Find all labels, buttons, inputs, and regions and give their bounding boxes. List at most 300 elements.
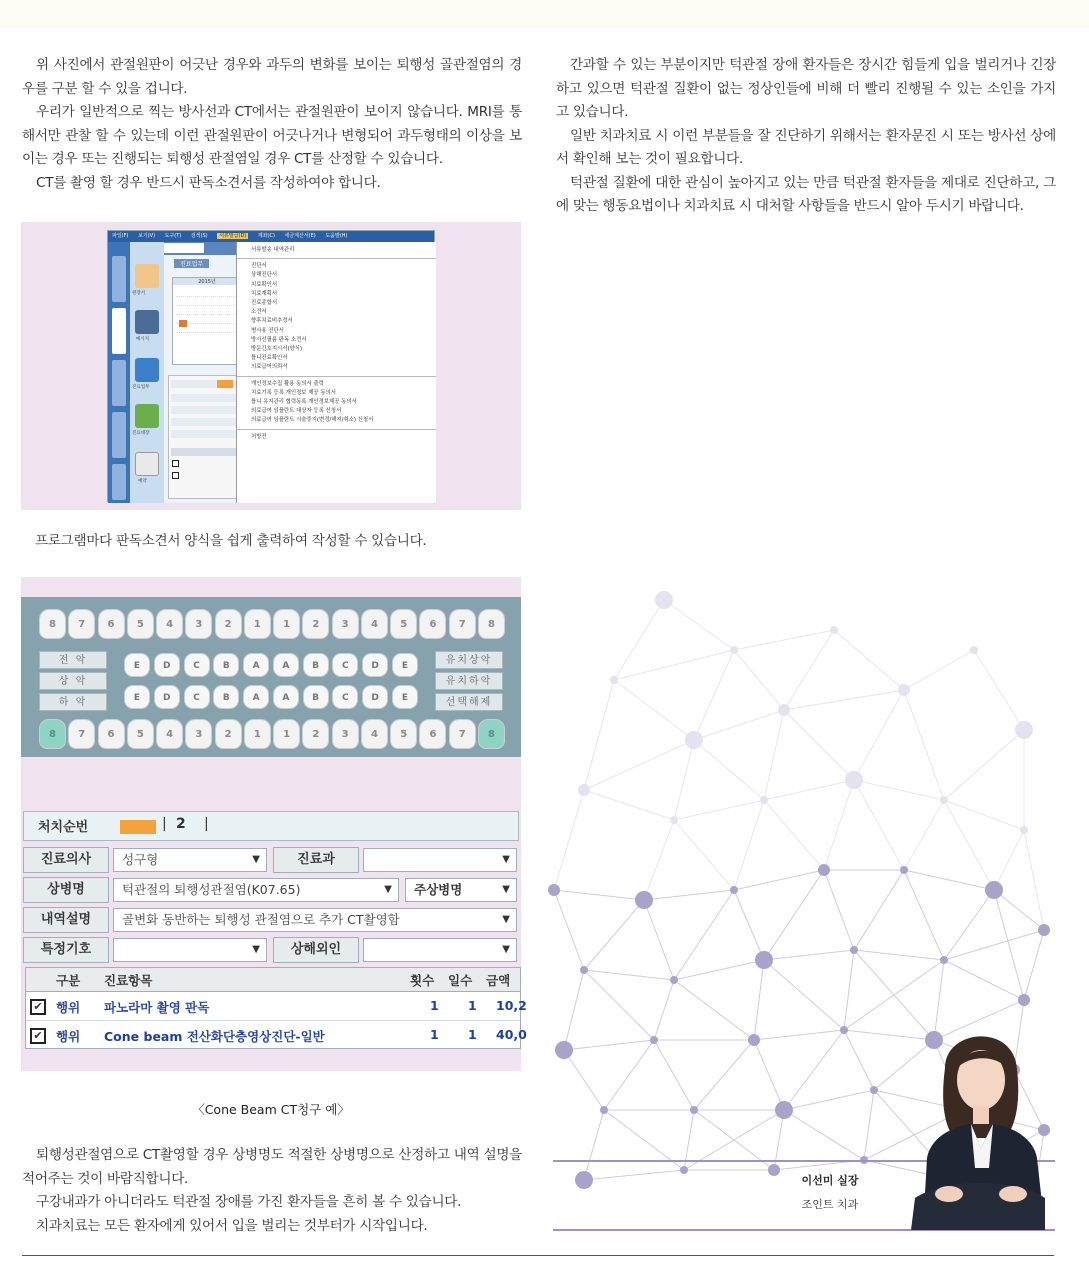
tooth[interactable]: C	[332, 685, 358, 709]
menu-item[interactable]: 방사선필름 판독 소견서	[251, 336, 307, 343]
program-body	[164, 255, 244, 503]
menu-item[interactable]: 서류발송 내역관리	[251, 247, 295, 253]
upper-arch-button[interactable]: 상 악	[39, 672, 107, 690]
menu-item[interactable]: 개인정보수집 활용 동의서 출력	[251, 380, 324, 387]
menu-help[interactable]: 도움말(H)	[325, 233, 348, 239]
tooth[interactable]: 2	[302, 719, 329, 749]
paragraph: CT를 촬영 할 경우 반드시 판독소견서를 작성하여야 합니다.	[36, 174, 381, 191]
tooth[interactable]: 8	[39, 719, 66, 749]
paragraph: 위 사진에서 관절원판이 어긋난 경우와 과두의 변화를 보이는 퇴행성 골관절염의 경우를 구분 할 수 있을 겁니다.	[22, 57, 522, 97]
network-link	[854, 950, 944, 960]
sidebar-label: 원장서	[132, 291, 146, 296]
network-link	[764, 870, 824, 960]
dept-label: 진료과	[273, 847, 359, 873]
network-link	[674, 740, 694, 820]
network-link	[904, 870, 994, 890]
calendar-week-row	[176, 288, 238, 297]
tooth[interactable]: D	[154, 685, 180, 709]
today-marker	[179, 320, 187, 327]
network-link	[784, 1110, 864, 1160]
menu-documents[interactable]: 서류발급(D)	[219, 233, 247, 239]
menu-tools[interactable]: 도구(T)	[164, 233, 182, 239]
row-count: 1	[430, 1027, 439, 1042]
tooth[interactable]: E	[124, 653, 150, 677]
network-link	[904, 690, 944, 800]
menu-divider	[237, 429, 436, 430]
tooth[interactable]: 6	[98, 719, 125, 749]
network-link	[674, 890, 734, 980]
network-link	[944, 890, 994, 960]
menu-item[interactable]: 의료급여 임플란트 대상자 등록 신청서	[251, 408, 342, 415]
tooth[interactable]: D	[154, 653, 180, 677]
order-divider: |	[162, 816, 167, 832]
calendar-icon[interactable]	[135, 452, 159, 476]
menu-item[interactable]: 치료계획서	[251, 290, 278, 297]
checkbox-checked-icon[interactable]: ✔	[30, 1028, 46, 1044]
network-node	[778, 704, 790, 716]
diagnosis-label: 상병명	[23, 877, 109, 903]
network-link	[854, 780, 944, 800]
network-node	[578, 784, 590, 796]
col-days: 일수	[448, 973, 473, 988]
network-link	[994, 830, 1024, 890]
dept-select[interactable]	[363, 848, 517, 872]
tooth[interactable]: E	[392, 653, 418, 677]
sidebar-label: 예약	[138, 479, 147, 484]
network-link	[644, 820, 674, 900]
diagnosis-value: 턱관절의 퇴행성관절염(K07.65)	[122, 882, 301, 897]
description-value: 골변화 동반하는 퇴행성 관절염으로 추가 CT촬영함	[122, 912, 400, 927]
tooth[interactable]: D	[362, 685, 388, 709]
network-node	[850, 946, 858, 954]
monitor-icon[interactable]	[135, 310, 159, 334]
network-link	[734, 870, 824, 890]
menu-divider	[237, 376, 436, 377]
paragraph: 우리가 일반적으로 찍는 방사선과 CT에서는 관절원판이 보이지 않습니다. MRI를 통해서만 관찰 할 수 있는데 이런 관절원판이 어긋나거나 변형되어 과두형태의 이상을 보이는 경우 또는 진행되는 퇴행성 관절염일 경우 CT를 산정할 수 있습니다.	[22, 104, 522, 167]
tooth[interactable]: E	[124, 685, 150, 709]
table-row[interactable]	[26, 993, 527, 1021]
special-code-select[interactable]	[113, 938, 267, 962]
network-node	[845, 771, 863, 789]
paragraph: 치과치료는 모든 환자에게 있어서 입을 벌리는 것부터가 시작입니다.	[36, 1217, 428, 1234]
program-screenshot-caption: 프로그램마다 판독소견서 양식을 쉽게 출력하여 작성할 수 있습니다.	[35, 533, 427, 549]
col-item: 진료항목	[104, 973, 153, 988]
network-link	[734, 890, 764, 960]
network-link	[604, 1040, 654, 1110]
tooth[interactable]: 5	[127, 609, 154, 639]
network-link	[584, 740, 694, 790]
program-menubar	[108, 231, 434, 242]
menu-account[interactable]: 계좌(C)	[257, 233, 275, 239]
network-link	[944, 930, 1044, 960]
network-link	[734, 630, 834, 650]
tooth[interactable]: 5	[127, 719, 154, 749]
mini-calendar[interactable]	[172, 277, 242, 365]
checkbox-icon[interactable]	[172, 472, 179, 479]
calendar-month: 2015년	[173, 278, 241, 285]
network-node	[685, 731, 703, 749]
treatment-panel	[168, 375, 242, 499]
menu-item[interactable]: 소견서	[251, 309, 267, 316]
menu-item[interactable]: 의료급여의뢰서	[251, 364, 288, 371]
network-link	[944, 730, 1024, 800]
doctor-label: 진료의사	[23, 847, 109, 873]
network-node	[818, 864, 830, 876]
menu-item[interactable]: 처방전	[251, 433, 267, 440]
network-link	[764, 710, 784, 800]
network-link	[784, 630, 834, 710]
calendar-week-row	[176, 306, 238, 315]
tooth[interactable]: B	[213, 685, 239, 709]
col-amount: 금액	[486, 973, 511, 988]
tooth[interactable]: C	[332, 653, 358, 677]
network-link	[994, 890, 1024, 1000]
network-link	[784, 690, 904, 710]
network-node	[900, 866, 908, 874]
network-link	[824, 780, 854, 870]
teeth-chart-panel	[21, 597, 521, 757]
chevron-down-icon[interactable]: ▼	[502, 884, 510, 895]
network-link	[664, 600, 734, 650]
sidebar-label: 진료대장	[132, 431, 150, 436]
network-link	[734, 800, 764, 890]
menu-item[interactable]: 치료확인서	[251, 281, 278, 288]
network-link	[844, 950, 854, 1030]
tooth[interactable]: 6	[419, 719, 446, 749]
network-link	[854, 870, 904, 950]
tooth[interactable]: 2	[215, 609, 242, 639]
row-type: 행위	[56, 1029, 81, 1044]
menu-view[interactable]: 보기(V)	[138, 233, 156, 239]
menu-item[interactable]: 상해진단서	[251, 272, 278, 279]
tooth[interactable]: 7	[68, 609, 95, 639]
network-node	[940, 956, 948, 964]
tooth[interactable]: 8	[478, 719, 505, 749]
network-node	[870, 1086, 878, 1094]
chevron-down-icon[interactable]: ▼	[502, 944, 510, 955]
cone-beam-claim-screenshot	[21, 577, 527, 1071]
claim-form	[21, 807, 527, 1047]
network-link	[834, 630, 904, 690]
tooth[interactable]: E	[392, 685, 418, 709]
tooth[interactable]: 4	[156, 719, 183, 749]
cone-beam-caption: 〈Cone Beam CT청구 예〉	[192, 1102, 350, 1117]
network-link	[584, 970, 674, 980]
program-vertical-tabs[interactable]	[108, 242, 130, 503]
network-node	[670, 816, 678, 824]
tooth[interactable]: B	[213, 653, 239, 677]
network-link	[764, 780, 854, 800]
network-link	[614, 680, 694, 740]
network-node	[655, 591, 673, 609]
network-link	[554, 890, 644, 900]
tooth[interactable]: 6	[419, 609, 446, 639]
order-tab-active[interactable]: 1	[120, 820, 156, 834]
paragraph: 간과할 수 있는 부분이지만 턱관절 장애 환자들은 장시간 힘들게 입을 벌리거나 긴장하고 있으면 턱관절 질환이 없는 정상인들에 비해 더 빨리 진행될 수 있는 소인을 가지고 있습니다.	[556, 57, 1056, 120]
row-item: 파노라마 촬영 판독	[104, 1000, 210, 1015]
menu-file[interactable]: 파일(F)	[112, 233, 129, 239]
author-name: 이선미 실장	[801, 1174, 859, 1187]
tooth[interactable]: A	[273, 685, 299, 709]
tooth[interactable]: C	[184, 685, 210, 709]
paragraph: 턱관절 질환에 대한 관심이 높아지고 있는 만큼 턱관절 환자들을 제대로 진단하고, 그에 맞는 행동요법이나 치과치료 시 대처할 사항들을 반드시 알아 두시기 바랍니다.	[556, 174, 1056, 214]
notebook-icon[interactable]	[135, 404, 159, 428]
network-node	[680, 1166, 688, 1174]
injury-cause-select[interactable]	[363, 938, 517, 962]
tooth[interactable]: 6	[98, 609, 125, 639]
order-divider: |	[204, 816, 209, 832]
network-link	[754, 960, 764, 1040]
tooth[interactable]: 4	[361, 719, 388, 749]
network-node	[635, 891, 653, 909]
left-column-conclusion	[22, 1144, 522, 1238]
network-link	[564, 1040, 654, 1050]
tooth[interactable]: 1	[273, 609, 300, 639]
tooth[interactable]: 1	[244, 719, 271, 749]
main-diagnosis-select[interactable]	[405, 878, 517, 902]
tooth[interactable]: 3	[185, 609, 212, 639]
network-link	[614, 650, 734, 680]
tooth[interactable]: 1	[273, 719, 300, 749]
tooth[interactable]: 7	[449, 719, 476, 749]
left-column-intro	[22, 54, 522, 195]
tooth[interactable]: C	[184, 653, 210, 677]
program-icon-bar	[130, 242, 164, 503]
network-link	[904, 870, 944, 960]
network-node	[1038, 924, 1050, 936]
menu-item[interactable]: 진단서	[251, 263, 267, 270]
network-link	[904, 800, 944, 870]
diagnosis-select[interactable]	[113, 878, 399, 902]
network-link	[994, 890, 1044, 930]
milk-upper-button[interactable]: 유치상악	[435, 651, 503, 669]
tooth[interactable]: 4	[156, 609, 183, 639]
network-node	[600, 1106, 608, 1114]
menu-item[interactable]: 틀니 유지관리 협력동록 개인정보제공 동의서	[251, 399, 357, 406]
col-type: 구분	[56, 973, 81, 988]
network-node	[1020, 826, 1028, 834]
tooth[interactable]: 5	[390, 719, 417, 749]
milk-lower-button[interactable]: 유치하악	[435, 672, 503, 690]
network-link	[644, 900, 674, 980]
description-select[interactable]	[113, 908, 517, 932]
special-code-label: 특정기호	[23, 937, 109, 963]
network-link	[754, 1030, 844, 1040]
page-bottom-rule	[22, 1255, 1054, 1256]
program-screenshot	[21, 222, 521, 510]
tooth[interactable]: A	[243, 653, 269, 677]
chevron-down-icon[interactable]: ▼	[384, 884, 392, 895]
tooth[interactable]: 3	[185, 719, 212, 749]
network-link	[754, 1040, 784, 1110]
chevron-down-icon[interactable]: ▼	[502, 914, 510, 925]
tooth[interactable]: 8	[478, 609, 505, 639]
menu-tax[interactable]: 세금계산서(E)	[284, 233, 316, 239]
network-node	[610, 676, 618, 684]
treatment-items-table	[25, 967, 527, 1049]
menu-item[interactable]: 진료종합서	[251, 300, 278, 307]
tooth[interactable]: D	[362, 653, 388, 677]
network-link	[764, 800, 824, 870]
network-node	[730, 886, 738, 894]
network-link	[764, 950, 854, 960]
author-photo	[905, 1008, 1050, 1230]
table-header	[26, 968, 520, 992]
network-link	[1024, 930, 1044, 1000]
tooth[interactable]: 5	[390, 609, 417, 639]
network-link	[784, 1030, 844, 1110]
tooth[interactable]: A	[273, 653, 299, 677]
network-node	[775, 1101, 793, 1119]
row-amount: 40,0	[496, 1027, 527, 1042]
table-row[interactable]	[26, 1022, 527, 1050]
network-link	[784, 1090, 874, 1110]
network-link	[944, 960, 1024, 1000]
menu-divider	[237, 258, 436, 259]
network-link	[844, 1030, 874, 1090]
description-label: 내역설명	[23, 907, 109, 933]
row-days: 1	[468, 998, 477, 1013]
network-link	[584, 970, 654, 1040]
menu-item[interactable]: 치료기록 등록 개인정보 제공 동의서	[251, 389, 336, 396]
chevron-down-icon[interactable]: ▼	[502, 854, 510, 865]
row-count: 1	[430, 998, 439, 1013]
tooth[interactable]: 7	[449, 609, 476, 639]
network-node	[830, 626, 838, 634]
network-node	[690, 1106, 698, 1114]
network-node	[755, 951, 773, 969]
paragraph: 퇴행성관절염으로 CT촬영할 경우 상병명도 적절한 상병명으로 산정하고 내역 설명을 적어주는 것이 바람직합니다.	[22, 1147, 522, 1187]
network-node	[748, 1034, 760, 1046]
treatment-order-bar	[23, 811, 519, 841]
deselect-button[interactable]: 선택해제	[435, 693, 503, 711]
tooth[interactable]: A	[243, 685, 269, 709]
doctor-select[interactable]	[113, 848, 267, 872]
checkbox-icon[interactable]	[172, 460, 179, 467]
network-link	[584, 900, 644, 970]
row-days: 1	[468, 1027, 477, 1042]
network-node	[1015, 721, 1033, 739]
program-window	[107, 230, 435, 502]
main-diagnosis-value: 주상병명	[414, 882, 463, 897]
tooth[interactable]: B	[303, 685, 329, 709]
network-link	[694, 710, 784, 740]
network-node	[670, 976, 678, 984]
network-link	[654, 1040, 694, 1110]
network-link	[974, 650, 1024, 730]
order-tab-2[interactable]: 2	[176, 816, 186, 832]
person-icon[interactable]	[135, 264, 159, 288]
documents-dropdown-menu[interactable]	[236, 242, 436, 503]
tooth[interactable]: B	[303, 653, 329, 677]
tooth[interactable]: 3	[332, 719, 359, 749]
tooth[interactable]: 4	[361, 609, 388, 639]
tooth[interactable]: 8	[39, 609, 66, 639]
network-node	[555, 1041, 573, 1059]
right-column-text	[556, 54, 1056, 219]
network-link	[564, 1050, 604, 1110]
doctor-icon[interactable]	[135, 358, 159, 382]
row-type: 행위	[56, 1000, 81, 1015]
network-node	[940, 796, 948, 804]
injury-cause-label: 상해외인	[273, 937, 359, 963]
network-link	[694, 1040, 754, 1110]
network-node	[548, 884, 560, 896]
sidebar-label: 진료업무	[132, 385, 150, 390]
full-arch-button[interactable]: 전 악	[39, 651, 107, 669]
lower-permanent-teeth	[39, 719, 505, 749]
sidebar-label: 메시지	[136, 337, 150, 342]
tooth[interactable]: 3	[332, 609, 359, 639]
menu-item[interactable]: 병사용 진단서	[251, 327, 284, 334]
lower-arch-button[interactable]: 하 악	[39, 693, 107, 711]
tooth[interactable]: 7	[68, 719, 95, 749]
calendar-week-row	[176, 297, 238, 306]
network-link	[734, 650, 784, 710]
network-link	[864, 1090, 874, 1160]
section-label: 진료업무	[174, 259, 209, 268]
network-link	[784, 710, 854, 780]
menu-item[interactable]: 향후치료비추정서	[251, 318, 293, 325]
network-link	[944, 800, 1024, 830]
network-node	[575, 1171, 593, 1189]
network-node	[760, 796, 768, 804]
network-link	[584, 1170, 684, 1180]
network-link	[554, 890, 584, 970]
network-link	[554, 790, 584, 890]
upper-milk-teeth	[124, 653, 418, 677]
doctor-value: 성구형	[122, 852, 159, 867]
network-node	[970, 646, 978, 654]
lower-milk-teeth	[124, 685, 418, 709]
checkbox-checked-icon[interactable]: ✔	[30, 999, 46, 1015]
tooth[interactable]: 2	[215, 719, 242, 749]
network-link	[584, 790, 674, 820]
menu-item[interactable]: 방문간호지시서(양식)	[251, 346, 303, 353]
menu-item[interactable]: 의료급여 임플란트 시술중지(변경/해지/취소) 신청서	[251, 417, 374, 424]
network-node	[650, 1036, 658, 1044]
network-link	[1024, 830, 1044, 930]
network-link	[854, 690, 904, 780]
menu-item[interactable]: 틀니진료확인서	[251, 355, 288, 362]
order-label: 처치순번	[38, 820, 89, 835]
paragraph: 일반 치과치료 시 이런 부분들을 잘 진단하기 위해서는 환자문진 시 또는 방사선 상에서 확인해 보는 것이 필요합니다.	[556, 127, 1056, 167]
network-node	[898, 684, 910, 696]
network-link	[944, 800, 994, 890]
network-node	[580, 966, 588, 974]
network-link	[674, 800, 764, 820]
tooth[interactable]: 1	[244, 609, 271, 639]
menu-search[interactable]: 검색(S)	[190, 233, 208, 239]
network-link	[694, 740, 764, 800]
network-node	[840, 1026, 848, 1034]
tooth[interactable]: 2	[302, 609, 329, 639]
network-link	[694, 650, 734, 740]
network-node	[730, 646, 738, 654]
network-link	[674, 980, 754, 1040]
top-band	[0, 0, 1089, 28]
network-link	[854, 780, 904, 870]
chevron-down-icon[interactable]: ▼	[252, 854, 260, 865]
row-item: Cone beam 전산화단층영상진단-일반	[104, 1029, 325, 1044]
network-node	[768, 1164, 780, 1176]
chevron-down-icon[interactable]: ▼	[252, 944, 260, 955]
col-count: 횟수	[410, 973, 435, 988]
network-link	[674, 960, 764, 980]
network-link	[614, 600, 664, 680]
row-amount: 10,2	[496, 998, 527, 1013]
network-node	[1018, 994, 1030, 1006]
